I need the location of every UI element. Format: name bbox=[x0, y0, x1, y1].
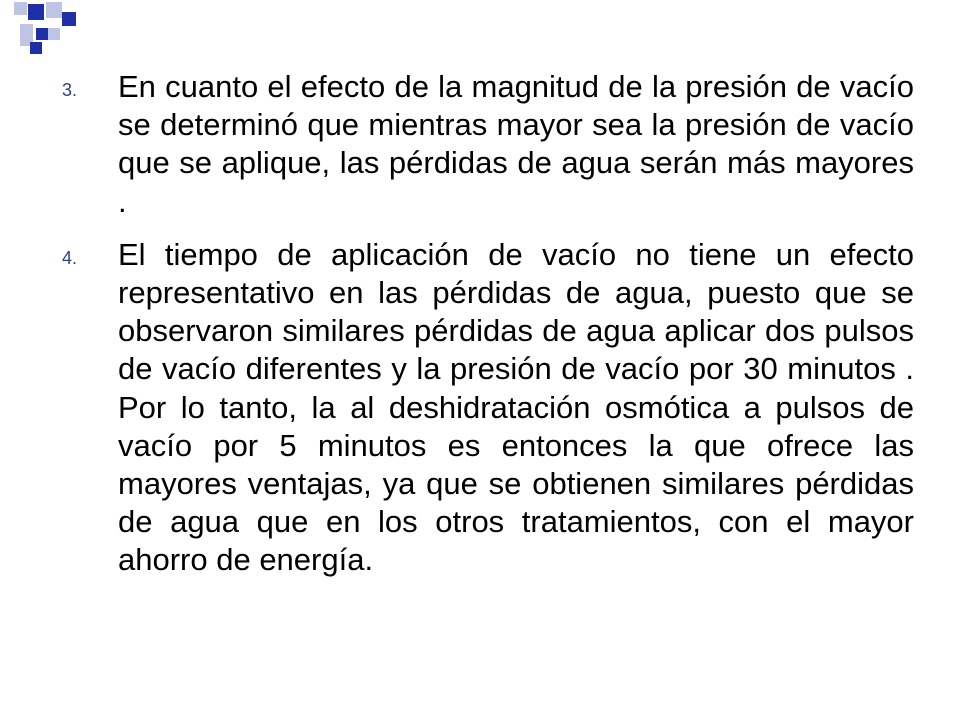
item-text: En cuanto el efecto de la magnitud de la presión de vacío se determinó que mientras mayor sea la presión de vacío que se aplique, las pérdidas de agua serán más mayores . bbox=[118, 69, 914, 219]
item-number: 3. bbox=[62, 80, 78, 100]
conclusions-list bbox=[62, 68, 914, 580]
list-item bbox=[62, 68, 914, 221]
item-text: El tiempo de aplicación de vacío no tiene un efecto representativo en las pérdidas de agua, puesto que se observaron similares pérdidas de agua aplicar dos pulsos de vacío diferentes y la presión de vacío por 30 minutos . Por lo tanto, la al deshidratación osmótica a pulsos de vacío por 5 minutos es entonces la que ofrece las mayores ventajas, ya que se obtienen similares pérdidas de agua que en los otros tratamientos, con el mayor ahorro de energía. bbox=[118, 236, 914, 578]
checkered-squares-icon bbox=[0, 0, 80, 60]
item-number: 4. bbox=[62, 247, 78, 268]
list-item bbox=[62, 236, 914, 580]
